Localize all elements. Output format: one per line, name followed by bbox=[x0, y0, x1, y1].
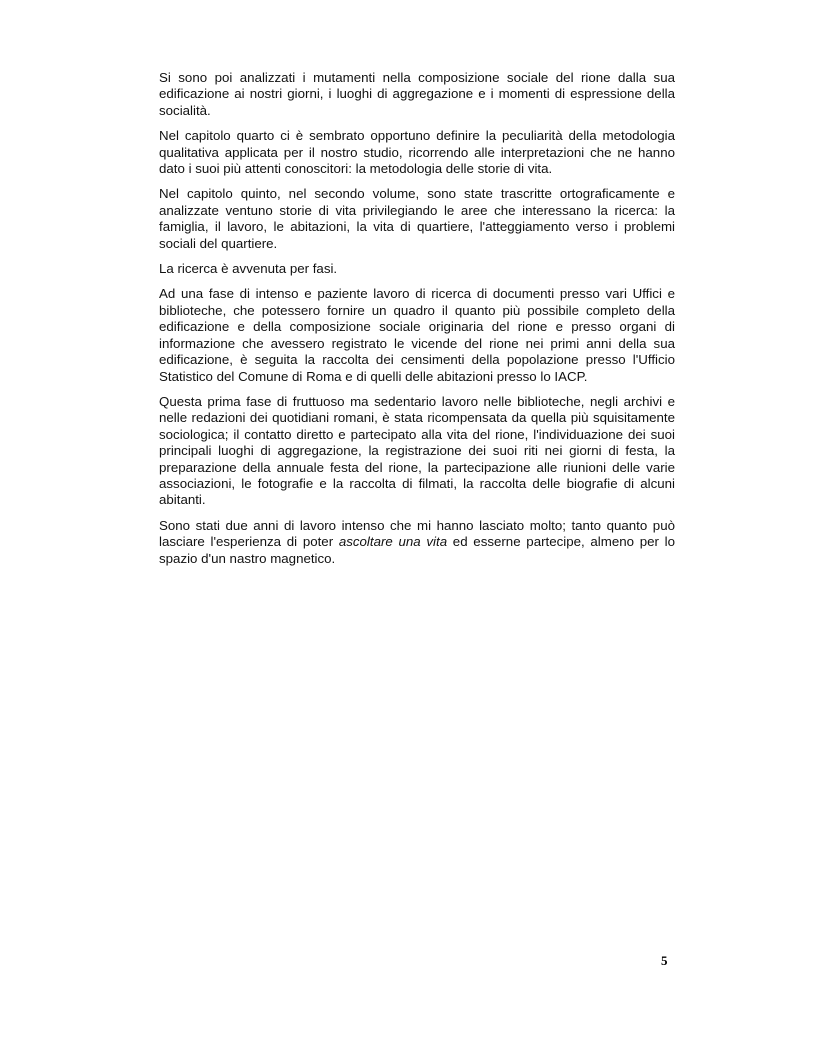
paragraph-4: La ricerca è avvenuta per fasi. bbox=[159, 261, 338, 277]
paragraph-1: Si sono poi analizzati i mutamenti nella composizione sociale del rione dalla sua edificazione ai nostri giorni, i luoghi di aggregazione e i momenti di espressione della socialità. bbox=[159, 70, 675, 118]
paragraph-5: Ad una fase di intenso e paziente lavoro di ricerca di documenti presso vari Uffici e biblioteche, che potessero fornire un quadro il quanto più possibile completo della edificazione e della composizione sociale originaria del rione e presso organi di informazione che avessero registrato le vicende del rione nei primi anni della sua edificazione, è seguita la raccolta dei censimenti della popolazione presso l'Ufficio Statistico del Comune di Roma e di quelli delle abitazioni presso lo IACP. bbox=[159, 286, 675, 384]
paragraph-7-end: ed esserne partecipe, almeno per lo spazio d'un nastro magnetico. bbox=[159, 534, 675, 566]
paragraph-3: Nel capitolo quinto, nel secondo volume, sono state trascritte ortograficamente e analizzate ventuno storie di vita privilegiando le aree che interessano la ricerca: la famiglia, il lavoro, le abitazioni, la vita di quartiere, l'atteggiamento verso i problemi sociali del quartiere. bbox=[159, 186, 675, 251]
paragraph-7-start: Sono stati due anni di lavoro intenso che mi hanno lasciato molto; tanto quanto può lasciare l'esperienza di poter bbox=[159, 517, 675, 550]
paragraph-2: Nel capitolo quarto ci è sembrato opportuno definire la peculiarità della metodologia qualitativa applicata per il nostro studio, ricorrendo alle interpretazioni che ne hanno dato i suoi più attenti conoscitori: la metodologia delle storie di vita. bbox=[159, 128, 675, 177]
body-text bbox=[159, 70, 675, 576]
paragraph-7 bbox=[159, 518, 675, 567]
paragraph-6: Questa prima fase di fruttuoso ma sedentario lavoro nelle biblioteche, negli archivi e nelle redazioni dei quotidiani romani, è stata ricompensata da quella più squisitamente sociologica; il contatto diretto e partecipato alla vita del rione, l'individuazione dei suoi principali luoghi di aggregazione, la registrazione dei suoi riti nei giorni di festa, la preparazione della annuale festa del rione, la partecipazione alle riunioni delle varie associazioni, le fotografie e la raccolta di filmati, la raccolta delle biografie di alcuni abitanti. bbox=[159, 393, 675, 508]
page-number: 5 bbox=[661, 953, 668, 968]
paragraph-7-emphasis: ascoltare una vita bbox=[338, 534, 448, 550]
